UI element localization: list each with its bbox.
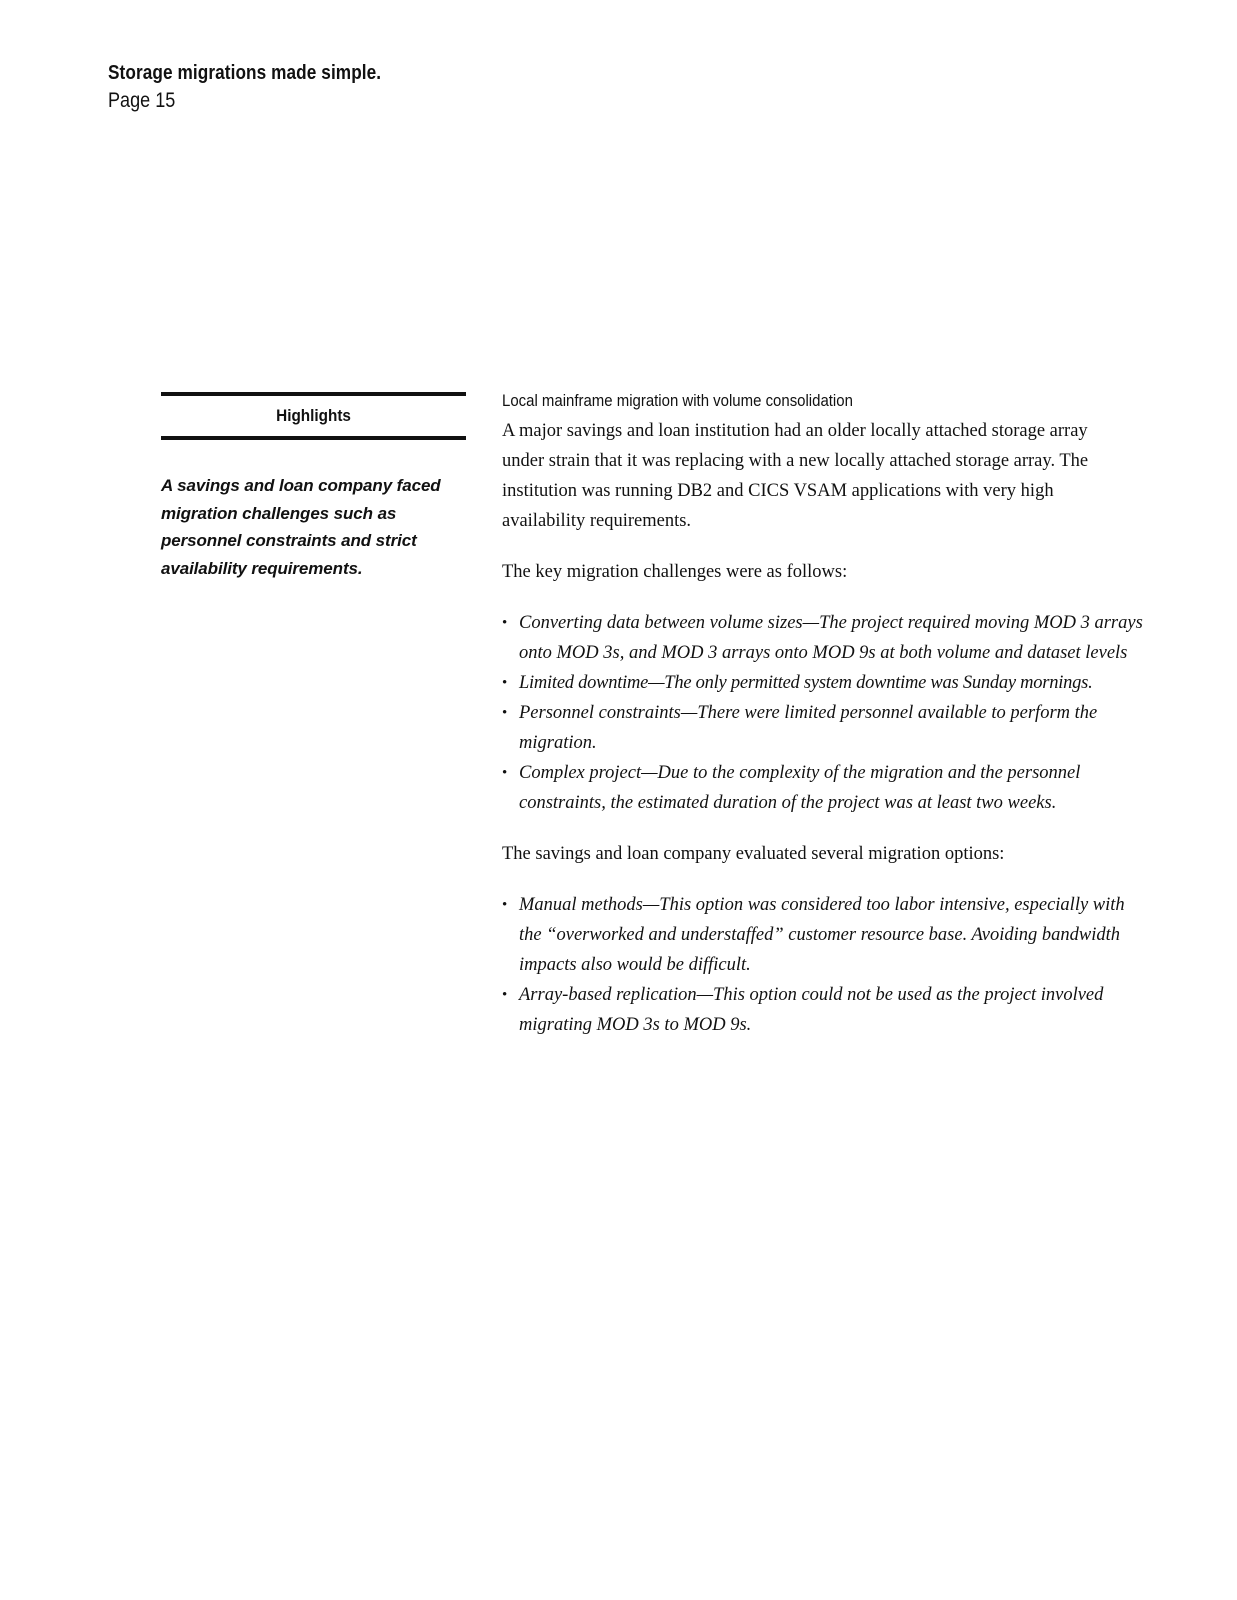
page-number: Page 15 [108, 89, 176, 112]
challenges-list [502, 608, 1162, 818]
highlights-sidebar [161, 392, 466, 582]
options-list [502, 890, 1162, 1040]
options-intro: The savings and loan company evaluated several migration options: [502, 844, 1005, 864]
list-item: • Complex project—Due to the complexity of the migration and the personnel constraints, the estimated duration of the project was at least two weeks. [502, 758, 1149, 818]
section-heading: Local mainframe migration with volume consolidation [502, 391, 853, 410]
document-header [108, 60, 426, 116]
highlights-text: A savings and loan company faced migration challenges such as personnel constraints and strict availability requirements. [161, 476, 441, 578]
list-item: • Limited downtime—The only permitted system downtime was Sunday mornings. [502, 668, 1149, 698]
list-item: • Manual methods—This option was considered too labor intensive, especially with the “overworked and understaffed” customer resource base. Avoiding bandwidth impacts also would be difficult. [502, 890, 1149, 980]
challenges-intro: The key migration challenges were as follows: [502, 562, 848, 582]
intro-paragraph: A major savings and loan institution had an older locally attached storage array under strain that it was replacing with a new locally attached storage array. The institution was running DB2 and CICS VSAM applications with very high availability requirements. [502, 421, 1089, 531]
list-item: • Array-based replication—This option could not be used as the project involved migrating MOD 3s to MOD 9s. [502, 980, 1149, 1040]
list-item: • Converting data between volume sizes—The project required moving MOD 3 arrays onto MOD 3s, and MOD 3 arrays onto MOD 9s at both volume and dataset levels [502, 608, 1149, 668]
list-item: • Personnel constraints—There were limited personnel available to perform the migration. [502, 698, 1149, 758]
document-title: Storage migrations made simple. [108, 62, 382, 84]
highlights-box [161, 392, 466, 440]
highlights-title: Highlights [276, 406, 351, 425]
main-content [502, 389, 1162, 1061]
